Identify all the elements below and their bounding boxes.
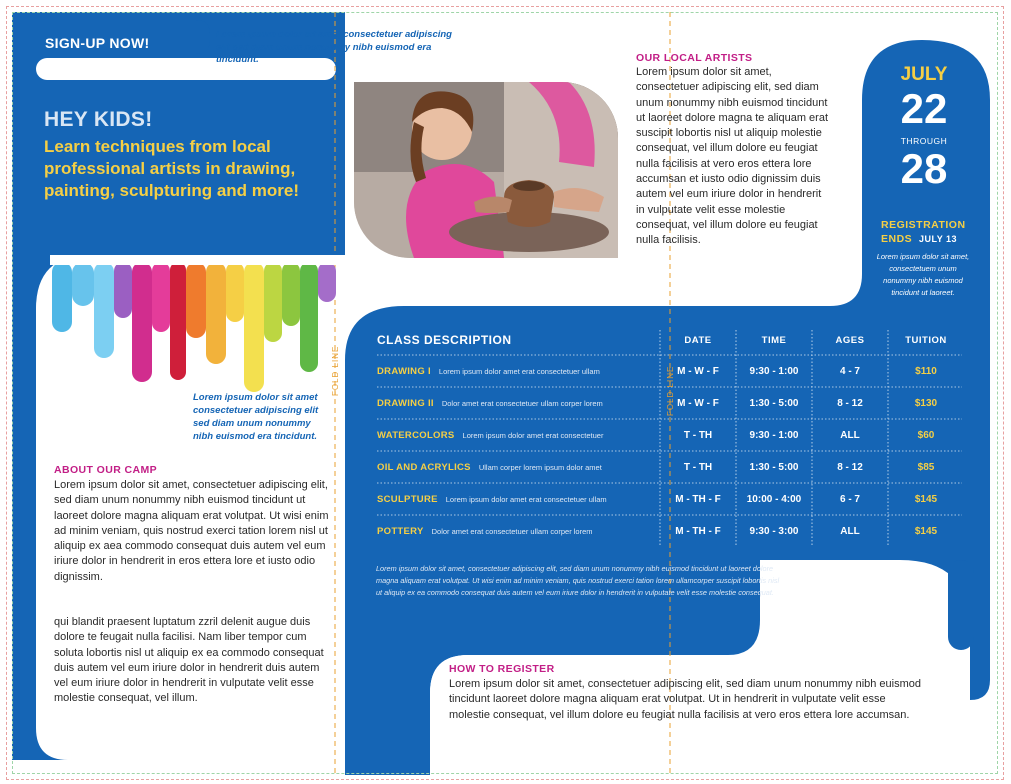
- column-header-time: TIME: [761, 335, 787, 346]
- month-label: JULY: [900, 64, 948, 85]
- signup-blurb: Lorem ipsum dolor sit amet consectetuer adipiscing elit sed diam unum nonummy nibh euismod era tincidunt.: [216, 29, 452, 65]
- class-tuition: $60: [917, 430, 935, 441]
- artists-body: Lorem ipsum dolor sit amet, consectetuer adipiscing elit, sed diam unum nonummy nibh euismod tincidunt ut laoreet dolore magna te aliquam erat suscipit lobortis nisl ut aliquip molestie consequat, vel illum dolore eu feugiat nulla facilisis at vero eros ettera lore accumsan et iusto odio dignissim duis autem vel eum iriure dolor in hendrerit in vulputate velit esse molestie consequat, vel illum dolore eu feugiat nulla facilisis.: [636, 66, 829, 247]
- kids-pottery-photo: [354, 82, 618, 258]
- through-label: THROUGH: [900, 136, 948, 146]
- register-heading: HOW TO REGISTER: [449, 663, 555, 675]
- class-days: T - TH: [683, 430, 713, 441]
- register-body: Lorem ipsum dolor sit amet, consectetuer adipiscing elit, sed diam unum nonummy nibh euismod tincidunt laoreet dolore magna aliquam erat volutpat. Ut in hendrerit in vulputate velit esse molestie consequat, vel illum dolore eu feugiat nulla facilisis at vero eros ettera lore accumsan.: [449, 678, 922, 721]
- class-description: Lorem ipsum dolor amet erat consectetuer ullam: [438, 367, 600, 376]
- class-table-heading: CLASS DESCRIPTION: [377, 333, 512, 347]
- artists-heading: OUR LOCAL ARTISTS: [636, 52, 753, 64]
- registration-deadline: [881, 218, 966, 246]
- class-days: T - TH: [683, 462, 713, 473]
- camp-heading: ABOUT OUR CAMP: [54, 464, 158, 476]
- camp-blurb: Lorem ipsum dolor sit amet consectetuer adipiscing elit sed diam unum nonummy nibh euismod era tincidunt.: [193, 392, 319, 442]
- class-description: Lorem ipsum dolor amet erat consectetuer: [462, 431, 604, 440]
- class-tuition: $145: [914, 494, 938, 505]
- table-row: [377, 430, 962, 462]
- class-tuition: $145: [914, 526, 938, 537]
- ends-date: JULY 13: [919, 234, 958, 244]
- class-ages: 8 - 12: [837, 398, 863, 409]
- class-description: Lorem ipsum dolor amet erat consectetuer ullam: [445, 495, 607, 504]
- signup-button[interactable]: SIGN-UP NOW!: [45, 35, 150, 51]
- class-ages: 8 - 12: [837, 462, 863, 473]
- fold-line-label-right: FOLD LINE: [666, 365, 675, 416]
- end-day: 28: [900, 145, 948, 192]
- class-tuition: $85: [917, 462, 935, 473]
- class-description: Dolor amet erat consectetuer ullam corper lorem: [441, 399, 603, 408]
- class-ages: ALL: [840, 430, 860, 441]
- class-time: 9:30 - 1:00: [749, 430, 799, 441]
- class-ages: ALL: [840, 526, 860, 537]
- class-name: DRAWING I Lorem ipsum dolor amet erat consectetuer ullam: [377, 366, 600, 377]
- class-ages: 4 - 7: [839, 366, 860, 377]
- class-days: M - TH - F: [675, 494, 721, 505]
- class-time: 1:30 - 5:00: [749, 462, 799, 473]
- table-row: [377, 462, 962, 494]
- class-days: M - TH - F: [675, 526, 721, 537]
- class-name: POTTERY Dolor amet erat consectetuer ullam corper lorem: [377, 526, 593, 537]
- camp-body-1: Lorem ipsum dolor sit amet, consectetuer adipiscing elit, sed diam unum nonummy nibh euismod tincidunt ut laoreet dolore magna aliquam erat volutpat. Ut wisi enim ad minim veniam, quis nostrud exerci tation lorem nisl ut aliquip ex aea commodo consequat duis autem vel eum iriure dolor in hendrerit in eros ettera lore et iusto odio dignissim.: [54, 479, 329, 583]
- registration-label: REGISTRATION: [881, 219, 966, 231]
- class-days: M - W - F: [677, 366, 719, 377]
- class-tuition: $130: [914, 398, 938, 409]
- column-header-tuition: TUITION: [905, 335, 947, 346]
- registration-note: Lorem ipsum dolor sit amet, consectetuem unum nonummy nibh euismod tincidunt ut laoreet.: [876, 252, 970, 297]
- fold-line-label-left: FOLD LINE: [331, 345, 340, 396]
- table-row: [377, 494, 962, 526]
- camp-body-2: qui blandit praesent luptatum zzril delenit augue duis dolore te feugait nulla facilisi. Nam liber tempor cum soluta lobortis nisl ut aliquip ex ea commodo consequat duis autem vel eum iriure dolor in hendrerit duis autem vel eum iriure dolor in hendrerit in vulputate velit esse molestie consequat, vel illum.: [54, 616, 324, 705]
- hero-greeting: HEY KIDS!: [44, 108, 153, 131]
- class-tuition: $110: [915, 366, 937, 377]
- class-name: WATERCOLORS Lorem ipsum dolor amet erat consectetuer: [377, 430, 604, 441]
- class-ages: 6 - 7: [839, 494, 860, 505]
- hero-tagline: Learn techniques from local professional artists in drawing, painting, sculpturing and more!: [44, 137, 299, 200]
- class-description: Dolor amet erat consectetuer ullam corper lorem: [431, 527, 593, 536]
- class-name: SCULPTURE Lorem ipsum dolor amet erat consectetuer ullam: [377, 494, 607, 505]
- table-row: [377, 526, 962, 558]
- class-description: Ullam corper lorem ipsum dolor amet: [478, 463, 602, 472]
- column-header-ages: AGES: [835, 335, 865, 346]
- photo-illustration: [354, 82, 618, 258]
- class-time: 9:30 - 3:00: [749, 526, 799, 537]
- class-time: 10:00 - 4:00: [746, 494, 802, 505]
- class-name: DRAWING II Dolor amet erat consectetuer ullam corper lorem: [377, 398, 603, 409]
- start-day: 22: [900, 85, 948, 132]
- class-days: M - W - F: [677, 398, 719, 409]
- ends-label: ENDS: [881, 233, 913, 245]
- column-header-date: DATE: [684, 335, 712, 346]
- class-name: OIL AND ACRYLICS Ullam corper lorem ipsum dolor amet: [377, 462, 602, 473]
- class-table-note: Lorem ipsum dolor sit amet, consectetuer adipiscing elit, sed diam unum nonummy nibh euismod tincidunt ut laoreet dolore magna aliquam erat volutpat. Ut wisi enim ad minim veniam, quis nostrud exerci tation lorem ullamcorper suscipit lobortis nisl ut aliquip ex ea commodo consequat duis autem vel eum iriure dolor in hendrerit in vulputate velit esse molestie consequat.: [376, 564, 780, 597]
- class-time: 1:30 - 5:00: [749, 398, 799, 409]
- class-time: 9:30 - 1:00: [749, 366, 799, 377]
